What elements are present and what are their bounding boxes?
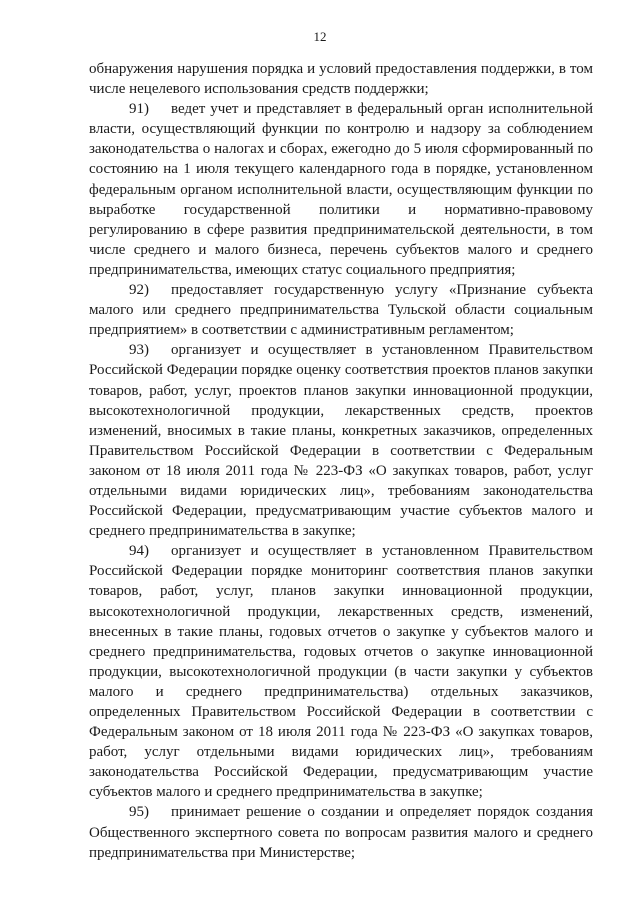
item-number: 91): [129, 101, 149, 118]
paragraph-text: организует и осуществляет в установленном Правительством Российской Федерации порядке оценку соответствия проектов планов закупки товаров, работ, услуг, проектов планов закупки инновационной продукции, высокотехнологичной продукции, лекарственных средств, проектов изменений, вносимых в такие планы, конкретных заказчиков, определенных Правительством Российской Федерации в соответствии с Федеральным законом от 18 июля 2011 года № 223-ФЗ «О закупках товаров, работ, услуг отдельными видами юридических лиц», требованиям законодательства Российской Федерации, предусматривающим участие субъектов малого и среднего предпринимательства в закупке;: [89, 342, 593, 540]
paragraph-text: ведет учет и представляет в федеральный орган исполнительной власти, осуществляющий функции по контролю и надзору за соблюдением законодательства о налогах и сборах, ежегодно до 5 июля сформированный по состоянию на 1 июля текущего календарного года в порядке, установленном федеральным органом исполнительной власти, осуществляющим функции по выработке государственной политики и нормативно-правовому регулированию в сфере развития предпринимательской деятельности, в том числе среднего и малого бизнеса, перечень субъектов малого и среднего предпринимательства, имеющих статус социального предприятия;: [89, 101, 593, 278]
list-item-94: [89, 541, 593, 802]
item-number: 94): [129, 543, 149, 560]
list-item-95: [89, 802, 593, 862]
item-number: 95): [129, 804, 149, 821]
item-number: 92): [129, 282, 149, 299]
paragraph-text: предоставляет государственную услугу «Признание субъекта малого или среднего предпринимательства Тульской области социальным предприятием» в соответствии с административным регламентом;: [89, 282, 593, 339]
paragraph-text: обнаружения нарушения порядка и условий предоставления поддержки, в том числе нецелевого использования средств поддержки;: [89, 61, 593, 98]
paragraph-text: принимает решение о создании и определяет порядок создания Общественного экспертного совета по вопросам развития малого и среднего предпринимательства при Министерстве;: [89, 804, 593, 861]
list-item-92: [89, 280, 593, 340]
list-item-91: [89, 99, 593, 280]
paragraph-continuation: [89, 59, 593, 99]
paragraph-text: организует и осуществляет в установленном Правительством Российской Федерации порядке мониторинг соответствия планов закупки товаров, работ, услуг, планов закупки инновационной продукции, высокотехнологичной продукции, лекарственных средств, изменений, внесенных в такие планы, годовых отчетов о закупке у субъектов малого и среднего предпринимательства, годовых отчетов о закупке инновационной продукции, высокотехнологичной продукции (в части закупки у субъектов малого и среднего предпринимательства) отдельных заказчиков, определенных Правительством Российской Федерации в соответствии с Федеральным законом от 18 июля 2011 года № 223-ФЗ «О закупках товаров, работ, услуг отдельными видами юридических лиц», требованиям законодательства Российской Федерации, предусматривающим участие субъектов малого и среднего предпринимательства в закупке;: [89, 543, 593, 801]
page-number: 12: [313, 29, 327, 44]
list-item-93: [89, 340, 593, 541]
document-body: [89, 59, 593, 863]
item-number: 93): [129, 342, 149, 359]
